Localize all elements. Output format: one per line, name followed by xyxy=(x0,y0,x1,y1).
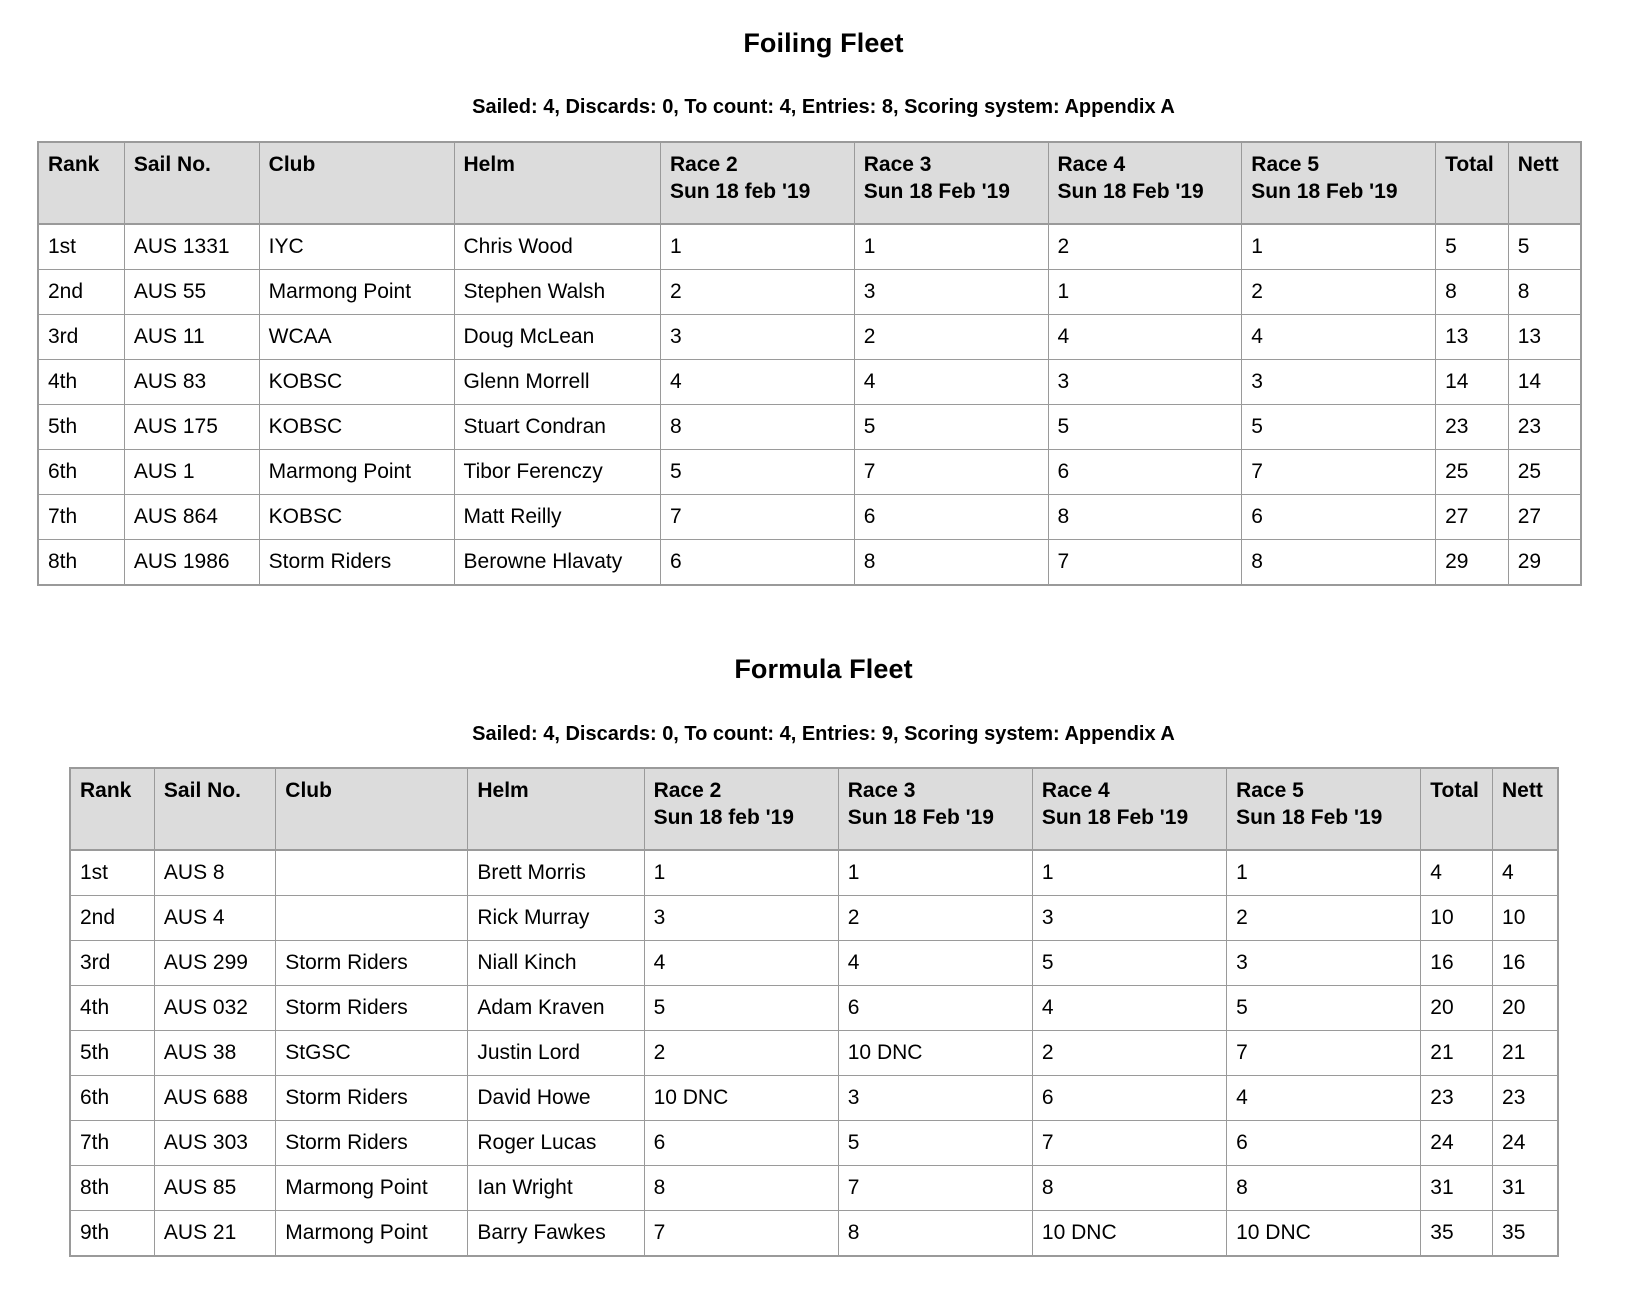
cell-rank: 7th xyxy=(70,1121,154,1166)
table-row[interactable] xyxy=(70,1121,1558,1166)
cell-rank: 2nd xyxy=(38,270,124,315)
race-name: Race 5 xyxy=(1251,153,1319,176)
results-table-formula xyxy=(69,767,1559,1257)
col-header-club[interactable]: Club xyxy=(276,768,468,850)
cell-sail-no: AUS 1 xyxy=(124,450,259,495)
race-date: Sun 18 Feb '19 xyxy=(1251,179,1398,203)
cell-total: 23 xyxy=(1436,405,1509,450)
cell-total: 35 xyxy=(1421,1211,1493,1257)
cell-nett: 25 xyxy=(1508,450,1581,495)
table-row[interactable] xyxy=(38,270,1581,315)
cell-race-5: 2 xyxy=(1227,896,1421,941)
cell-helm: Ian Wright xyxy=(468,1166,644,1211)
cell-sail-no: AUS 1331 xyxy=(124,224,259,270)
cell-club: KOBSC xyxy=(259,405,454,450)
cell-rank: 7th xyxy=(38,495,124,540)
cell-race-3: 2 xyxy=(854,315,1048,360)
cell-sail-no: AUS 38 xyxy=(154,1031,275,1076)
cell-sail-no: AUS 1986 xyxy=(124,540,259,586)
table-row[interactable] xyxy=(38,224,1581,270)
cell-nett: 23 xyxy=(1508,405,1581,450)
cell-club: Marmong Point xyxy=(259,450,454,495)
cell-rank: 3rd xyxy=(70,941,154,986)
cell-sail-no: AUS 8 xyxy=(154,850,275,896)
cell-race-4: 8 xyxy=(1032,1166,1226,1211)
cell-race-4: 2 xyxy=(1032,1031,1226,1076)
race-date: Sun 18 Feb '19 xyxy=(1236,805,1383,829)
cell-race-4: 8 xyxy=(1048,495,1242,540)
cell-club xyxy=(276,896,468,941)
cell-race-2: 2 xyxy=(644,1031,838,1076)
table-row[interactable] xyxy=(70,1076,1558,1121)
cell-total: 21 xyxy=(1421,1031,1493,1076)
fleet-section-formula xyxy=(0,586,1647,1257)
race-date: Sun 18 Feb '19 xyxy=(1041,805,1189,829)
cell-nett: 10 xyxy=(1493,896,1558,941)
table-row[interactable] xyxy=(38,495,1581,540)
col-header-helm[interactable]: Helm xyxy=(454,142,660,224)
cell-race-4: 7 xyxy=(1048,540,1242,586)
cell-race-5: 6 xyxy=(1227,1121,1421,1166)
cell-race-3: 5 xyxy=(854,405,1048,450)
col-header-helm[interactable]: Helm xyxy=(468,768,644,850)
cell-race-4: 2 xyxy=(1048,224,1242,270)
cell-nett: 21 xyxy=(1493,1031,1558,1076)
cell-race-5: 5 xyxy=(1227,986,1421,1031)
cell-race-2: 7 xyxy=(660,495,854,540)
table-head-foiling xyxy=(38,142,1581,224)
cell-nett: 4 xyxy=(1493,850,1558,896)
cell-helm: Chris Wood xyxy=(454,224,660,270)
fleet-title-foiling: Foiling Fleet xyxy=(743,28,904,58)
cell-club xyxy=(276,850,468,896)
cell-race-5: 5 xyxy=(1242,405,1436,450)
race-name: Race 2 xyxy=(653,779,722,802)
cell-total: 16 xyxy=(1421,941,1493,986)
cell-race-4: 3 xyxy=(1048,360,1242,405)
fleet-summary-foiling: Sailed: 4, Discards: 0, To count: 4, Entries: 8, Scoring system: Appendix A xyxy=(472,96,1175,118)
header-row xyxy=(70,768,1558,850)
cell-race-5: 3 xyxy=(1242,360,1436,405)
cell-nett: 35 xyxy=(1493,1211,1558,1257)
cell-rank: 5th xyxy=(38,405,124,450)
cell-nett: 20 xyxy=(1493,986,1558,1031)
table-row[interactable] xyxy=(38,450,1581,495)
cell-club: Marmong Point xyxy=(276,1211,468,1257)
cell-race-4: 5 xyxy=(1032,941,1226,986)
cell-helm: David Howe xyxy=(468,1076,644,1121)
table-row[interactable] xyxy=(38,315,1581,360)
cell-rank: 6th xyxy=(38,450,124,495)
cell-nett: 24 xyxy=(1493,1121,1558,1166)
cell-race-2: 8 xyxy=(644,1166,838,1211)
results-table-foiling xyxy=(37,141,1582,586)
cell-race-2: 3 xyxy=(660,315,854,360)
race-date: Sun 18 Feb '19 xyxy=(1057,179,1204,203)
cell-race-3: 4 xyxy=(854,360,1048,405)
cell-race-5: 8 xyxy=(1227,1166,1421,1211)
table-wrapper-formula xyxy=(0,746,1647,1257)
cell-total: 5 xyxy=(1436,224,1509,270)
cell-helm: Rick Murray xyxy=(468,896,644,941)
cell-race-5: 4 xyxy=(1227,1076,1421,1121)
cell-race-5: 6 xyxy=(1242,495,1436,540)
col-header-race-5[interactable] xyxy=(1242,142,1436,224)
cell-helm: Matt Reilly xyxy=(454,495,660,540)
cell-race-4: 3 xyxy=(1032,896,1226,941)
cell-race-2: 4 xyxy=(660,360,854,405)
cell-sail-no: AUS 83 xyxy=(124,360,259,405)
col-header-race-3[interactable] xyxy=(854,142,1048,224)
cell-total: 14 xyxy=(1436,360,1509,405)
cell-club: Storm Riders xyxy=(276,1121,468,1166)
race-name: Race 5 xyxy=(1236,779,1304,802)
cell-sail-no: AUS 175 xyxy=(124,405,259,450)
cell-helm: Justin Lord xyxy=(468,1031,644,1076)
cell-race-2: 5 xyxy=(660,450,854,495)
cell-helm: Roger Lucas xyxy=(468,1121,644,1166)
cell-race-3: 8 xyxy=(854,540,1048,586)
cell-rank: 5th xyxy=(70,1031,154,1076)
cell-nett: 13 xyxy=(1508,315,1581,360)
cell-sail-no: AUS 55 xyxy=(124,270,259,315)
cell-total: 27 xyxy=(1436,495,1509,540)
cell-club: StGSC xyxy=(276,1031,468,1076)
table-row[interactable] xyxy=(38,540,1581,586)
race-date: Sun 18 Feb '19 xyxy=(847,805,994,829)
cell-race-2: 10 DNC xyxy=(644,1076,838,1121)
cell-helm: Doug McLean xyxy=(454,315,660,360)
cell-rank: 4th xyxy=(70,986,154,1031)
race-date: Sun 18 Feb '19 xyxy=(863,179,1010,203)
cell-club: Storm Riders xyxy=(276,1076,468,1121)
cell-race-4: 10 DNC xyxy=(1032,1211,1226,1257)
cell-race-3: 7 xyxy=(854,450,1048,495)
cell-nett: 5 xyxy=(1508,224,1581,270)
col-header-total[interactable]: Total xyxy=(1436,142,1509,224)
cell-race-3: 3 xyxy=(838,1076,1032,1121)
col-header-club[interactable]: Club xyxy=(259,142,454,224)
cell-rank: 2nd xyxy=(70,896,154,941)
cell-race-2: 6 xyxy=(644,1121,838,1166)
header-row xyxy=(38,142,1581,224)
cell-helm: Berowne Hlavaty xyxy=(454,540,660,586)
race-name: Race 4 xyxy=(1057,153,1126,176)
cell-helm: Stephen Walsh xyxy=(454,270,660,315)
cell-sail-no: AUS 11 xyxy=(124,315,259,360)
race-date: Sun 18 feb '19 xyxy=(669,179,811,203)
cell-race-2: 6 xyxy=(660,540,854,586)
cell-total: 25 xyxy=(1436,450,1509,495)
cell-sail-no: AUS 299 xyxy=(154,941,275,986)
table-head-formula xyxy=(70,768,1558,850)
cell-total: 4 xyxy=(1421,850,1493,896)
fleet-title-formula: Formula Fleet xyxy=(734,654,913,684)
cell-club: WCAA xyxy=(259,315,454,360)
col-header-nett[interactable]: Nett xyxy=(1508,142,1581,224)
cell-sail-no: AUS 4 xyxy=(154,896,275,941)
cell-nett: 23 xyxy=(1493,1076,1558,1121)
col-header-race-5[interactable] xyxy=(1227,768,1421,850)
cell-race-5: 1 xyxy=(1227,850,1421,896)
cell-race-4: 1 xyxy=(1032,850,1226,896)
cell-rank: 1st xyxy=(70,850,154,896)
cell-race-2: 8 xyxy=(660,405,854,450)
cell-club: KOBSC xyxy=(259,360,454,405)
cell-rank: 3rd xyxy=(38,315,124,360)
cell-race-2: 7 xyxy=(644,1211,838,1257)
col-header-nett[interactable]: Nett xyxy=(1493,768,1558,850)
cell-race-3: 2 xyxy=(838,896,1032,941)
cell-total: 24 xyxy=(1421,1121,1493,1166)
cell-race-5: 8 xyxy=(1242,540,1436,586)
table-row[interactable] xyxy=(38,360,1581,405)
cell-helm: Glenn Morrell xyxy=(454,360,660,405)
cell-total: 29 xyxy=(1436,540,1509,586)
cell-total: 20 xyxy=(1421,986,1493,1031)
cell-rank: 9th xyxy=(70,1211,154,1257)
cell-race-4: 6 xyxy=(1048,450,1242,495)
cell-sail-no: AUS 85 xyxy=(154,1166,275,1211)
cell-race-5: 7 xyxy=(1242,450,1436,495)
cell-race-4: 1 xyxy=(1048,270,1242,315)
cell-race-3: 1 xyxy=(854,224,1048,270)
cell-rank: 1st xyxy=(38,224,124,270)
cell-nett: 31 xyxy=(1493,1166,1558,1211)
table-row[interactable] xyxy=(70,1166,1558,1211)
cell-club: Storm Riders xyxy=(276,941,468,986)
cell-race-2: 5 xyxy=(644,986,838,1031)
race-name: Race 4 xyxy=(1041,779,1110,802)
col-header-race-4[interactable] xyxy=(1032,768,1226,850)
cell-helm: Brett Morris xyxy=(468,850,644,896)
cell-race-5: 7 xyxy=(1227,1031,1421,1076)
col-header-rank[interactable]: Rank xyxy=(70,768,154,850)
cell-sail-no: AUS 688 xyxy=(154,1076,275,1121)
cell-club: Storm Riders xyxy=(276,986,468,1031)
table-body-formula xyxy=(70,850,1558,1256)
cell-race-5: 10 DNC xyxy=(1227,1211,1421,1257)
table-row[interactable] xyxy=(38,405,1581,450)
cell-total: 10 xyxy=(1421,896,1493,941)
cell-race-4: 4 xyxy=(1048,315,1242,360)
col-header-race-3[interactable] xyxy=(838,768,1032,850)
cell-helm: Tibor Ferenczy xyxy=(454,450,660,495)
cell-race-4: 7 xyxy=(1032,1121,1226,1166)
cell-sail-no: AUS 864 xyxy=(124,495,259,540)
cell-club: Marmong Point xyxy=(259,270,454,315)
cell-rank: 8th xyxy=(38,540,124,586)
cell-race-3: 1 xyxy=(838,850,1032,896)
col-header-rank[interactable]: Rank xyxy=(38,142,124,224)
cell-race-2: 2 xyxy=(660,270,854,315)
cell-race-2: 1 xyxy=(644,850,838,896)
cell-rank: 8th xyxy=(70,1166,154,1211)
table-body-foiling xyxy=(38,224,1581,585)
cell-race-3: 10 DNC xyxy=(838,1031,1032,1076)
cell-race-5: 3 xyxy=(1227,941,1421,986)
cell-nett: 29 xyxy=(1508,540,1581,586)
cell-race-3: 6 xyxy=(838,986,1032,1031)
race-name: Race 3 xyxy=(847,779,916,802)
cell-race-5: 4 xyxy=(1242,315,1436,360)
col-header-race-2[interactable] xyxy=(660,142,854,224)
cell-total: 13 xyxy=(1436,315,1509,360)
cell-club: Storm Riders xyxy=(259,540,454,586)
cell-club: IYC xyxy=(259,224,454,270)
cell-rank: 4th xyxy=(38,360,124,405)
cell-club: KOBSC xyxy=(259,495,454,540)
cell-race-3: 4 xyxy=(838,941,1032,986)
cell-nett: 16 xyxy=(1493,941,1558,986)
cell-helm: Adam Kraven xyxy=(468,986,644,1031)
cell-total: 8 xyxy=(1436,270,1509,315)
cell-sail-no: AUS 303 xyxy=(154,1121,275,1166)
cell-race-5: 2 xyxy=(1242,270,1436,315)
cell-helm: Barry Fawkes xyxy=(468,1211,644,1257)
cell-race-2: 1 xyxy=(660,224,854,270)
cell-nett: 14 xyxy=(1508,360,1581,405)
cell-club: Marmong Point xyxy=(276,1166,468,1211)
cell-race-2: 4 xyxy=(644,941,838,986)
cell-total: 23 xyxy=(1421,1076,1493,1121)
col-header-race-2[interactable] xyxy=(644,768,838,850)
table-row[interactable] xyxy=(70,986,1558,1031)
cell-race-4: 6 xyxy=(1032,1076,1226,1121)
cell-nett: 27 xyxy=(1508,495,1581,540)
table-wrapper-foiling xyxy=(0,119,1647,586)
race-date: Sun 18 feb '19 xyxy=(653,805,794,829)
col-header-sail-no[interactable]: Sail No. xyxy=(124,142,259,224)
table-row[interactable] xyxy=(70,1211,1558,1257)
cell-helm: Niall Kinch xyxy=(468,941,644,986)
cell-sail-no: AUS 032 xyxy=(154,986,275,1031)
table-row[interactable] xyxy=(70,1031,1558,1076)
cell-rank: 6th xyxy=(70,1076,154,1121)
cell-nett: 8 xyxy=(1508,270,1581,315)
cell-helm: Stuart Condran xyxy=(454,405,660,450)
cell-sail-no: AUS 21 xyxy=(154,1211,275,1257)
table-row[interactable] xyxy=(70,941,1558,986)
col-header-sail-no[interactable]: Sail No. xyxy=(154,768,275,850)
race-name: Race 2 xyxy=(669,153,738,176)
race-name: Race 3 xyxy=(863,153,932,176)
cell-race-3: 7 xyxy=(838,1166,1032,1211)
fleet-summary-formula: Sailed: 4, Discards: 0, To count: 4, Entries: 9, Scoring system: Appendix A xyxy=(472,723,1175,745)
col-header-race-4[interactable] xyxy=(1048,142,1242,224)
cell-race-4: 4 xyxy=(1032,986,1226,1031)
cell-race-3: 5 xyxy=(838,1121,1032,1166)
cell-race-3: 3 xyxy=(854,270,1048,315)
table-row[interactable] xyxy=(70,896,1558,941)
cell-race-3: 6 xyxy=(854,495,1048,540)
cell-race-2: 3 xyxy=(644,896,838,941)
col-header-total[interactable]: Total xyxy=(1421,768,1493,850)
fleet-section-foiling xyxy=(0,0,1647,586)
cell-race-3: 8 xyxy=(838,1211,1032,1257)
cell-race-5: 1 xyxy=(1242,224,1436,270)
cell-race-4: 5 xyxy=(1048,405,1242,450)
cell-total: 31 xyxy=(1421,1166,1493,1211)
table-row[interactable] xyxy=(70,850,1558,896)
